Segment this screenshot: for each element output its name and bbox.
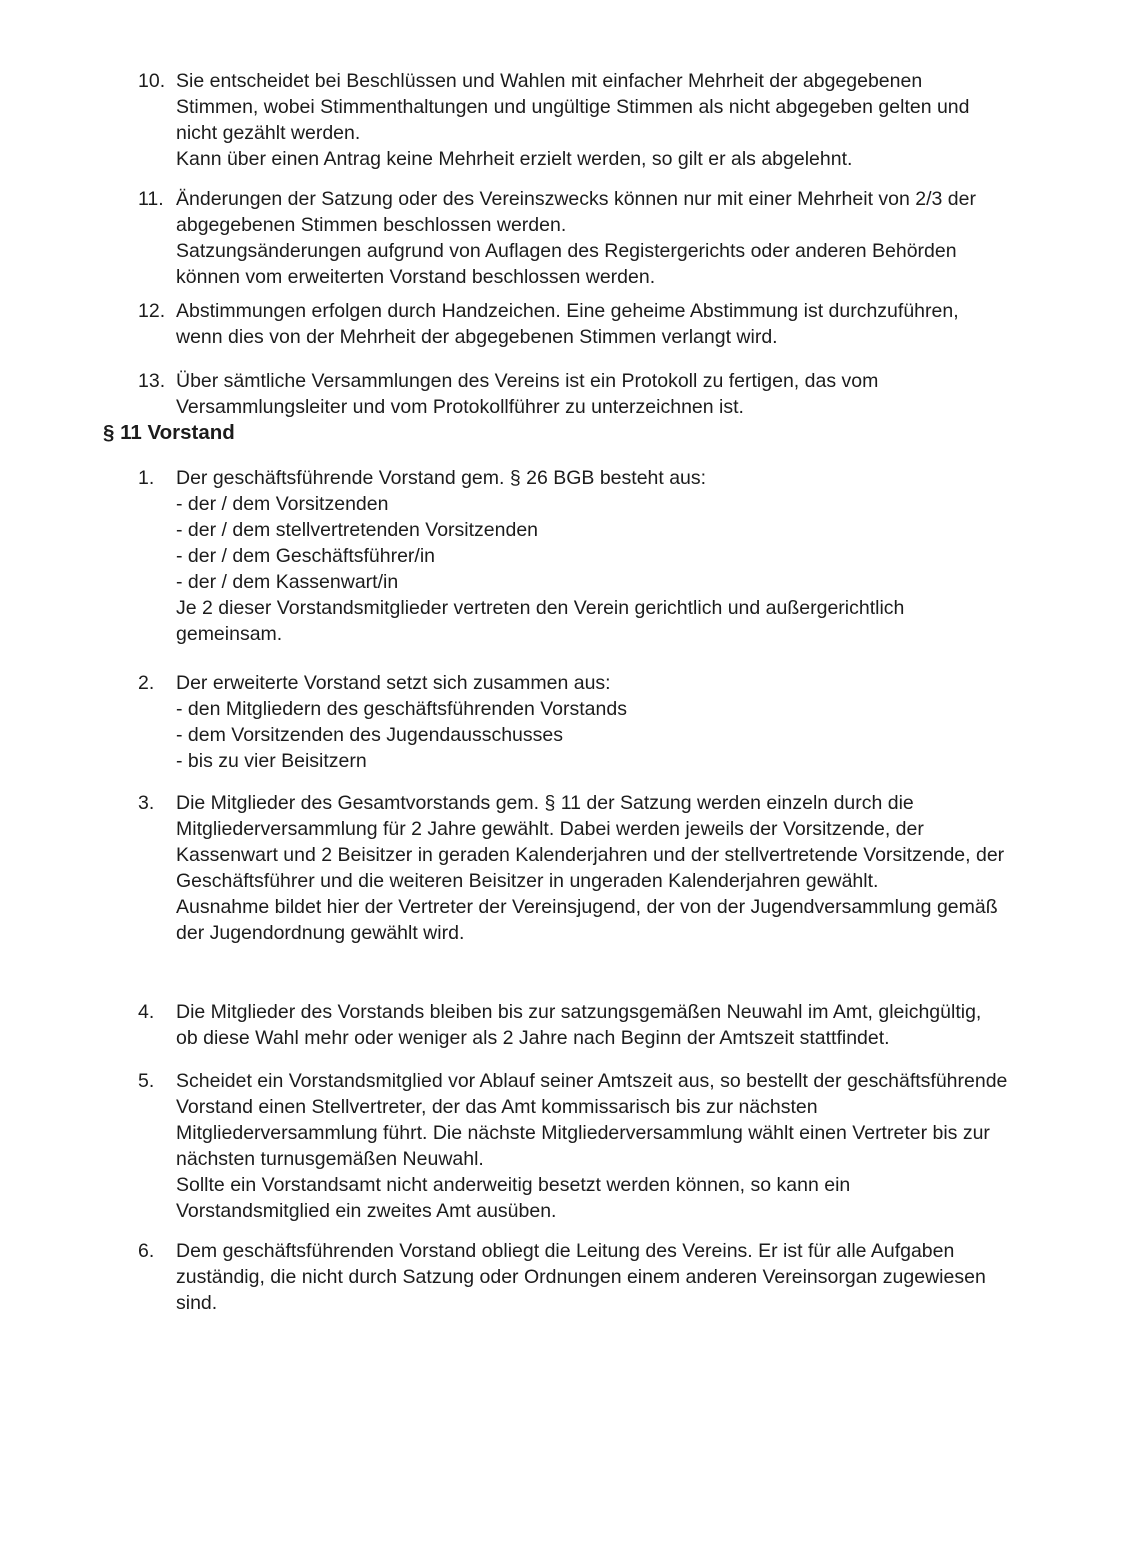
intro-line: Der geschäftsführende Vorstand gem. § 26 BGB besteht aus:: [176, 467, 707, 489]
item-number: 6.: [138, 1240, 155, 1262]
item-body: [176, 1068, 1008, 1224]
list-item-2: [103, 670, 1008, 774]
item-body: [176, 68, 1008, 172]
general-assembly-items: [103, 68, 1008, 420]
document-content: [103, 68, 1008, 1316]
paragraph: Abstimmungen erfolgen durch Handzeichen. Eine geheime Abstimmung ist durchzuführen, wenn dies von der Mehrheit der abgegebenen Stimmen verlangt wird.: [176, 300, 959, 348]
item-number: 5.: [138, 1070, 155, 1092]
intro-line: Der erweiterte Vorstand setzt sich zusammen aus:: [176, 672, 611, 694]
item-body: [176, 298, 1008, 350]
list-item-1: [103, 465, 1008, 647]
item-body: [176, 465, 1008, 647]
item-body: [176, 368, 1008, 420]
item-number: 2.: [138, 672, 155, 694]
paragraph: Scheidet ein Vorstandsmitglied vor Ablauf seiner Amtszeit aus, so bestellt der geschäftsführende Vorstand einen Stellvertreter, der das Amt kommissarisch bis zur nächsten Mitgliederversammlung führt. Die nächste Mitgliederversammlung wählt einen Vertreter bis zur nächsten turnusgemäßen Neuwahl.: [176, 1070, 1008, 1170]
vorstand-items: [103, 465, 1008, 1316]
dash-line: - dem Vorsitzenden des Jugendausschusses: [176, 724, 563, 746]
item-number: 4.: [138, 1001, 155, 1023]
paragraph: Dem geschäftsführenden Vorstand obliegt die Leitung des Vereins. Er ist für alle Aufgaben zuständig, die nicht durch Satzung oder Ordnungen einem anderen Vereinsorgan zugewiesen sind.: [176, 1240, 986, 1314]
dash-line: - der / dem Geschäftsführer/in: [176, 545, 436, 567]
item-body: [176, 999, 1008, 1051]
dash-line: - bis zu vier Beisitzern: [176, 750, 367, 772]
list-item-4: [103, 999, 1008, 1051]
paragraph: Über sämtliche Versammlungen des Vereins ist ein Protokoll zu fertigen, das vom Versammlungsleiter und vom Protokollführer zu unterzeichnen ist.: [176, 370, 879, 418]
section-heading: § 11 Vorstand: [103, 421, 235, 444]
item-body: [176, 790, 1008, 946]
item-body: [176, 670, 1008, 774]
dash-line: - der / dem Kassenwart/in: [176, 571, 399, 593]
paragraph: Änderungen der Satzung oder des Vereinszwecks können nur mit einer Mehrheit von 2/3 der abgegebenen Stimmen beschlossen werden.: [176, 188, 976, 236]
list-item-3: [103, 790, 1008, 946]
item-number: 12.: [138, 300, 166, 322]
list-item-10: [103, 68, 1008, 172]
list-item-12: [103, 298, 1008, 350]
paragraph: Satzungsänderungen aufgrund von Auflagen des Registergerichts oder anderen Behörden können vom erweiterten Vorstand beschlossen werden.: [176, 240, 957, 288]
paragraph: Sie entscheidet bei Beschlüssen und Wahlen mit einfacher Mehrheit der abgegebenen Stimmen, wobei Stimmenthaltungen und ungültige Stimmen als nicht abgegeben gelten und nicht gezählt werden.: [176, 70, 970, 144]
item-number: 1.: [138, 467, 155, 489]
paragraph: Sollte ein Vorstandsamt nicht anderweitig besetzt werden können, so kann ein Vorstandsmitglied ein zweites Amt ausüben.: [176, 1174, 851, 1222]
list-item-11: [103, 186, 1008, 290]
item-number: 3.: [138, 792, 155, 814]
dash-line: - der / dem Vorsitzenden: [176, 493, 389, 515]
list-item-13: [103, 368, 1008, 420]
dash-line: - der / dem stellvertretenden Vorsitzenden: [176, 519, 539, 541]
item-number: 13.: [138, 370, 166, 392]
paragraph: Kann über einen Antrag keine Mehrheit erzielt werden, so gilt er als abgelehnt.: [176, 148, 853, 170]
dash-line: - den Mitgliedern des geschäftsführenden Vorstands: [176, 698, 627, 720]
item-number: 11.: [138, 188, 164, 210]
paragraph: Die Mitglieder des Gesamtvorstands gem. § 11 der Satzung werden einzeln durch die Mitgliederversammlung für 2 Jahre gewählt. Dabei werden jeweils der Vorsitzende, der Kassenwart und 2 Beisitzer in geraden Kalenderjahren und der stellvertretende Vorsitzende, der Geschäftsführer und die weiteren Beisitzer in ungeraden Kalenderjahren gewählt.: [176, 792, 1005, 892]
list-item-5: [103, 1068, 1008, 1224]
item-body: [176, 186, 1008, 290]
item-body: [176, 1238, 1008, 1316]
paragraph: Ausnahme bildet hier der Vertreter der Vereinsjugend, der von der Jugendversammlung gemäß der Jugendordnung gewählt wird.: [176, 896, 998, 944]
item-number: 10.: [138, 70, 166, 92]
paragraph: Je 2 dieser Vorstandsmitglieder vertreten den Verein gerichtlich und außergerichtlich gemeinsam.: [176, 597, 905, 645]
paragraph: Die Mitglieder des Vorstands bleiben bis zur satzungsgemäßen Neuwahl im Amt, gleichgültig, ob diese Wahl mehr oder weniger als 2 Jahre nach Beginn der Amtszeit stattfindet.: [176, 1001, 982, 1049]
list-item-6: [103, 1238, 1008, 1316]
